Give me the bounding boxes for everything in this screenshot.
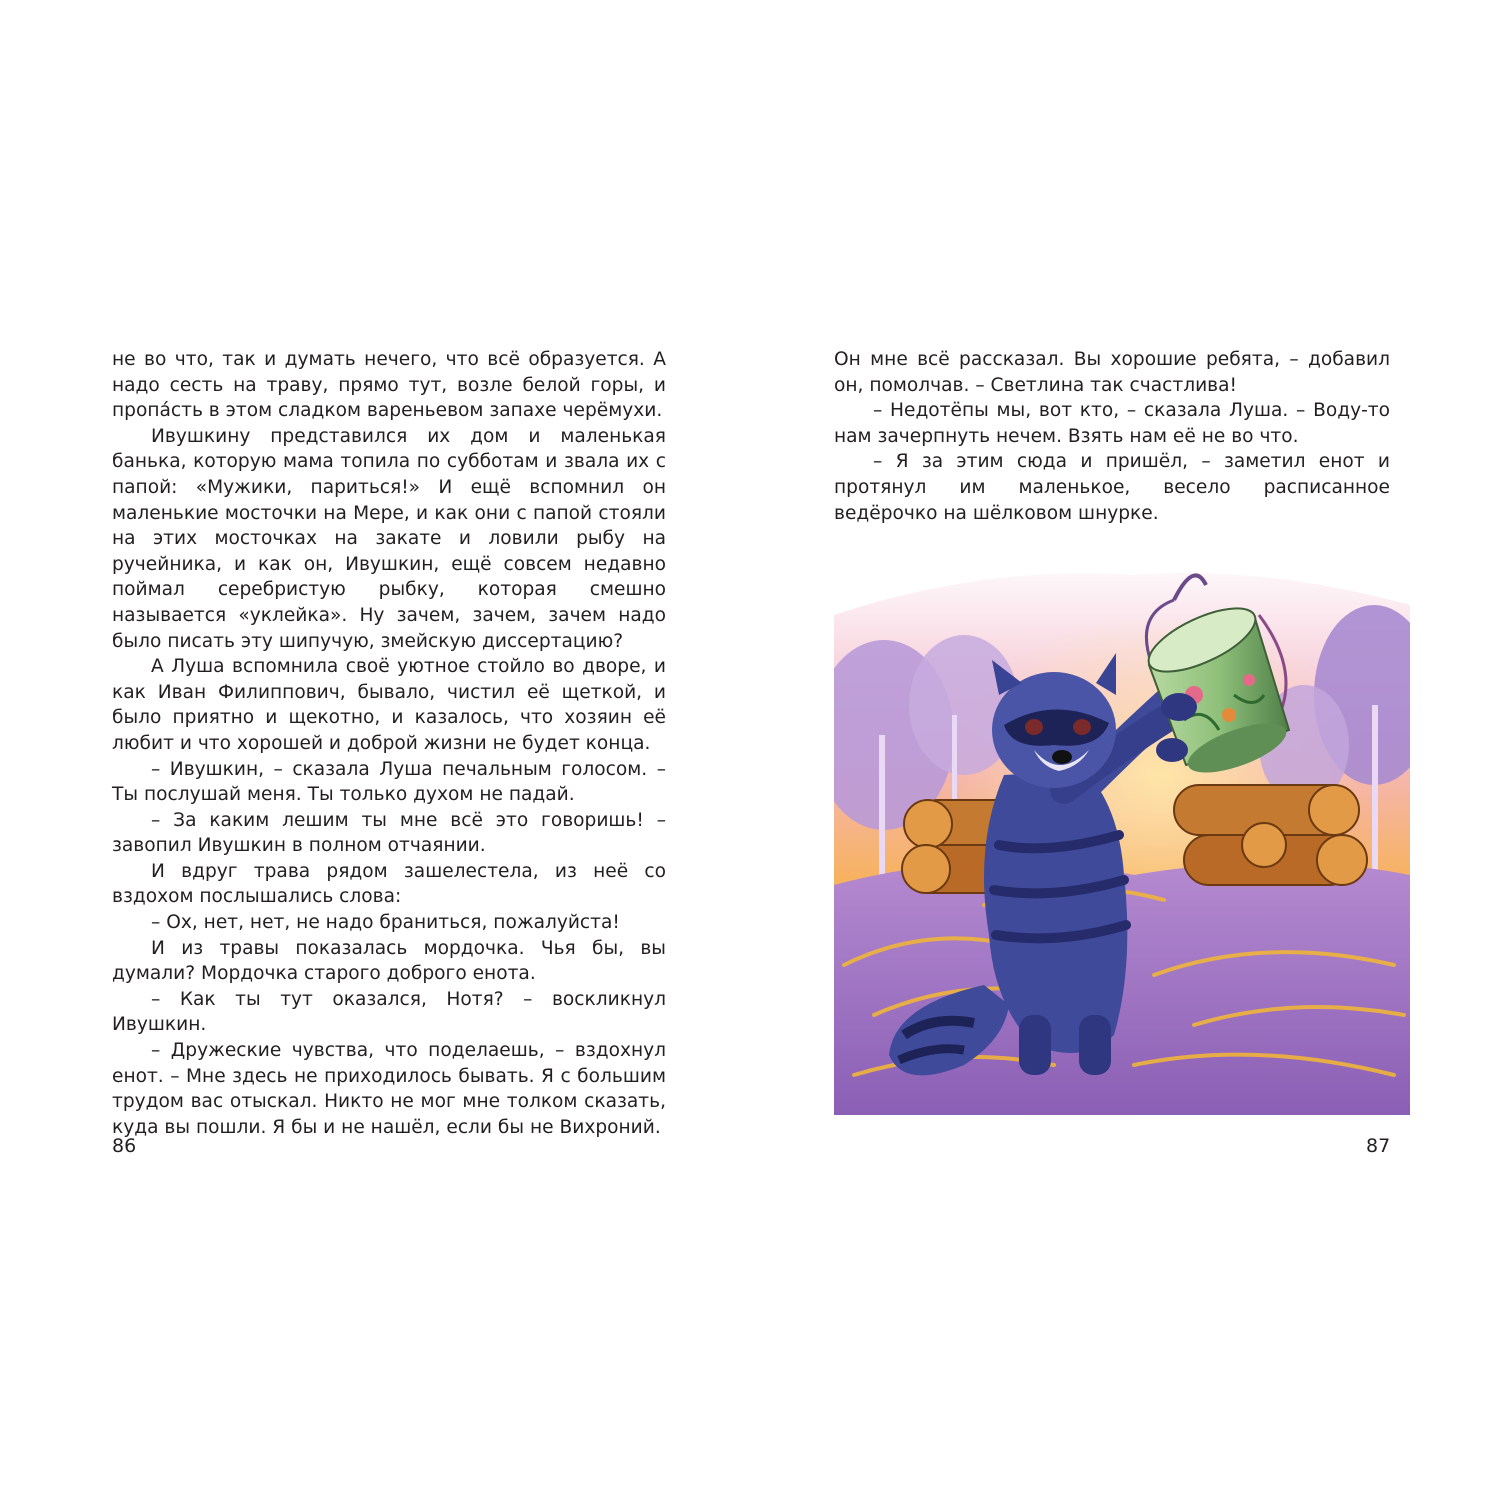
paragraph: – Недотёпы мы, вот кто, – сказала Луша. – Воду-то нам зачерпнуть нечем. Взять нам её не во что. (834, 400, 1390, 447)
paragraph: И вдруг трава рядом зашелестела, из неё со вздохом послышались слова: (112, 860, 666, 908)
paragraph: – Я за этим сюда и пришёл, – заметил енот и протянул им маленькое, весело расписанное ведёрочко на шёлковом шнурке. (834, 451, 1390, 524)
paragraph: Ивушкину представился их дом и маленькая банька, которую мама топила по субботам и звала их с папой: «Мужики, париться!» И ещё вспомнил он маленькие мосточки на Мере, и как они с папой стояли на этих мосточках на закате и ловили рыбу на ручейника, и как он, Ивушкин, ещё совсем недавно поймал серебристую рыбку, которая смешно называется «уклейка». Ну зачем, зачем, зачем надо было писать эту шипучую, змейскую диссертацию? (112, 425, 666, 652)
raccoon-illustration (834, 545, 1410, 1115)
page-number-left: 86 (112, 1135, 137, 1157)
right-page-text (834, 347, 1390, 526)
paragraph: – Ох, нет, нет, не надо браниться, пожалуйста! (151, 912, 620, 934)
paragraph: Он мне всё рассказал. Вы хорошие ребята, – добавил он, помолчав. – Светлина так счастлива! (834, 349, 1390, 396)
left-page-text (112, 347, 666, 1140)
paragraph: А Луша вспомнила своё уютное стойло во дворе, и как Иван Филиппович, бывало, чистил её щеткой, и было приятно и щекотно, и казалось, что хозяин её любит и что хорошей и доброй жизни не будет конца. (112, 656, 666, 754)
paragraph: – Ивушкин, – сказала Луша печальным голосом. – Ты послушай меня. Ты только духом не падай. (112, 758, 666, 806)
paragraph: – Дружеские чувства, что поделаешь, – вздохнул енот. – Мне здесь не приходилось бывать. Я с большим трудом вас отыскал. Никто не мог мне толком сказать, куда вы пошли. Я бы и не нашёл, если бы не Вихроний. (112, 1040, 666, 1138)
paragraph: не во что, так и думать нечего, что всё образуется. А надо сесть на траву, прямо тут, возле белой горы, и пропáсть в этом сладком вареньевом запахе черёмухи. (112, 349, 666, 422)
paragraph: И из травы показалась мордочка. Чья бы, вы думали? Мордочка старого доброго енота. (112, 937, 666, 985)
paragraph: – Как ты тут оказался, Нотя? – воскликнул Ивушкин. (112, 988, 666, 1036)
page-number-right: 87 (1366, 1135, 1391, 1157)
paragraph: – За каким лешим ты мне всё это говоришь! – завопил Ивушкин в полном отчаянии. (112, 809, 666, 857)
